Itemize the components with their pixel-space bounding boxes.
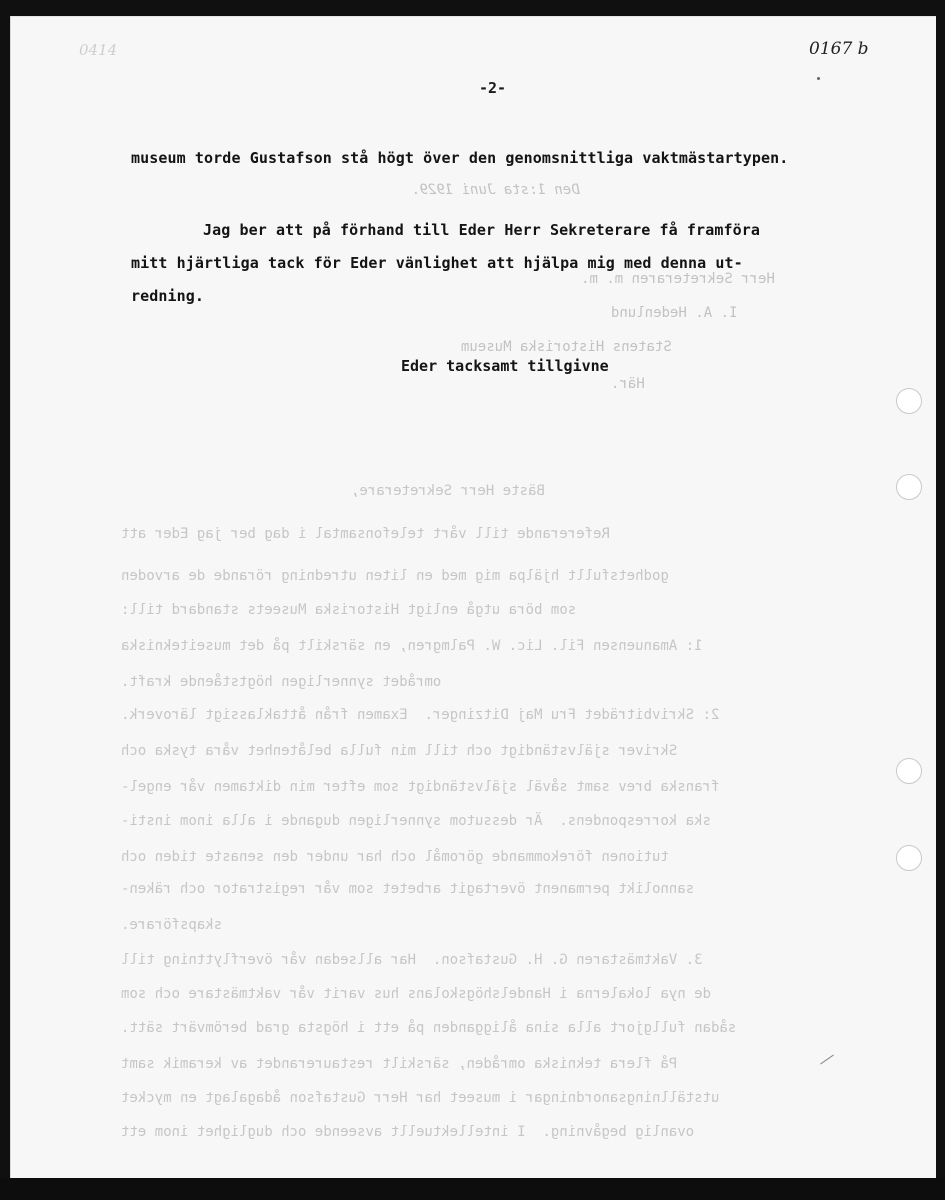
punch-hole [896,758,922,784]
show-through-line: sådan fullgjort alla sina åligganden på ett i högsta grad berömvärt sätt. [121,1020,737,1036]
show-through-line: 2: Skrivbiträdet Fru Maj Ditzinger. Examen från åttaklassigt läroverk. [121,707,720,723]
show-through-line: utställningsanordningar i museet har Herr Gustafson ådagalagt en mycket [121,1090,720,1106]
show-through-line: På flera tekniska områden, särskilt restaurerandet av keramik samt [121,1056,678,1072]
show-through-institution: Statens Historiska Museum [461,339,672,355]
show-through-line: ovanlig begåvning. I intellektuellt avseende och duglighet inom ett [121,1124,695,1140]
document-page [10,16,936,1179]
body-line: museum torde Gustafson stå högt över den genomsnittliga vaktmästartypen. [131,149,789,167]
show-through-name: I. A. Hedenlund [611,305,738,321]
show-through-line: området synnerligen högtstående kraft. [121,674,442,690]
show-through-line: 1: Amanuensen Fil. Lic. W. Palmgren, en särskilt på det museitekniska [121,638,703,654]
ink-dot [817,77,820,80]
closing-salutation: Eder tacksamt tillgivne [401,357,609,375]
show-through-line: skapsförare. [121,917,223,933]
pencil-mark [820,1055,834,1065]
body-line: Jag ber att på förhand till Eder Herr Sekreterare få framföra [203,221,760,239]
show-through-date: Den 1:sta Juni 1929. [411,182,580,198]
punch-hole [896,388,922,414]
show-through-line: ska korrespondens. Är dessutom synnerligen dugande i alla inom insti- [121,813,712,829]
scan-border [0,1178,945,1200]
show-through-line: 3. Vaktmästaren G. H. Gustafson. Har allsedan vår överflyttning till [121,952,703,968]
body-line: redning. [131,287,205,305]
show-through-place: Här. [611,376,645,392]
body-line: mitt hjärtliga tack för Eder vänlighet att hjälpa mig med denna ut- [131,254,743,272]
show-through-line: Skriver självständigt och till min fulla belåtenhet våra tyska och [121,743,678,759]
show-through-line: Bäste Herr Sekreterare, [351,483,545,499]
page-number: -2- [479,79,507,97]
show-through-line: franska brev samt såväl självständigt som efter min diktamen vår engel- [121,779,720,795]
punch-hole [896,845,922,871]
show-through-line: som böra utgå enligt Historiska Museets standard till: [121,602,577,618]
show-through-line: de nya lokalerna i Handelshögskolans hus varit vår vaktmästare och som [121,986,712,1002]
show-through-line: Refererande till vårt telefonsamtal i dag ber jag Eder att [121,526,610,542]
show-through-addressee: Herr Sekreteraren m. m. [581,271,775,287]
show-through-line: tutionen förekommande göromål och har under den senaste tiden och [121,849,669,865]
show-through-line: sannolikt permanent övertagit arbetet som vår registrator och räken- [121,881,695,897]
faint-archive-number: 0414 [79,41,118,59]
archive-reference: 0167 b [809,39,869,59]
show-through-line: godhetsfullt hjälpa mig med en liten utredning rörande de arvoden [121,568,669,584]
punch-hole [896,474,922,500]
